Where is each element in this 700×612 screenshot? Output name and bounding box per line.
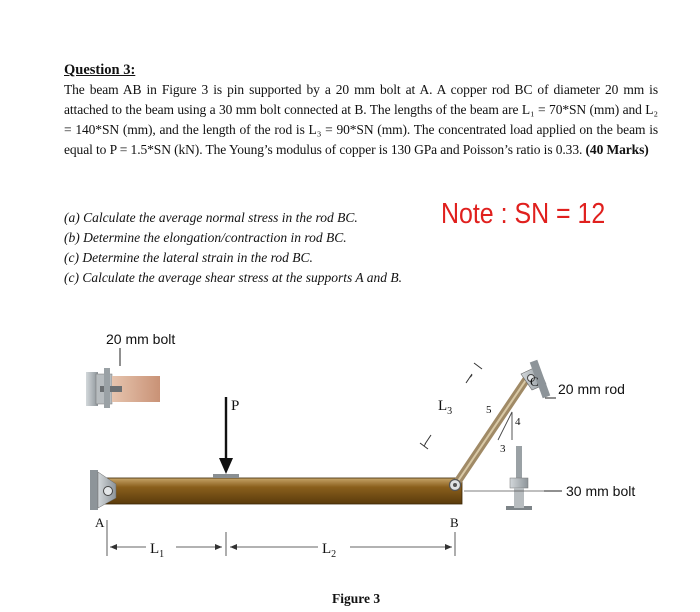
label-l3: $L_3$ [438,398,453,417]
label-l1: $L_1$ [150,541,165,560]
label-20mm-bolt: 20 mm bolt [106,331,176,347]
part-b: (b) Determine the elongation/contraction in rod BC. [64,230,347,245]
part-a: (a) Calculate the average normal stress in the rod BC. [64,210,358,225]
part-c: (c) Determine the lateral strain in the rod BC. [64,250,313,265]
sentence-material: The Young’s modulus of copper is 130 GPa and Poisson’s ratio is 0.33. [205,142,586,157]
bolt-a-detail [86,348,160,408]
dimension-l3-tick-bottom [420,443,428,449]
bolt-a-head [104,368,110,408]
sentence-load: The concentrated load applied on the beam is equal to P = 1.5*SN (kN). [64,122,658,157]
marks-label: (40 Marks) [585,142,649,157]
question-heading: Question 3: [64,62,136,78]
label-b: B [450,515,459,530]
support-a-wall [90,470,98,510]
sentence-beam: The beam AB in Figure 3 is pin supported by a 20 mm bolt at A. A copper rod BC of diameter 20 mm is attached to the beam using a 30 mm bolt connected at B. [64,82,658,117]
label-30mm-bolt: 30 mm bolt [566,483,636,499]
label-slope-4: 4 [515,416,521,428]
pin-a [104,487,113,496]
bolt-a-pin [100,386,122,392]
label-c: C [530,374,539,389]
bolt-b-detail [506,446,532,510]
note-sn: Note : SN = 12 [441,198,606,230]
figure-caption: Figure 3 [332,591,381,606]
bolt-b-nut [510,478,528,488]
load-arrow-head [219,458,233,474]
part-d: (c) Calculate the average shear stress at the supports A and B. [64,270,402,285]
label-20mm-rod: 20 mm rod [558,381,625,397]
label-a: A [95,515,105,530]
label-slope-5: 5 [486,404,492,416]
dimension-l3-tick-top [474,363,482,369]
label-p: P [231,398,240,414]
load-plate [213,474,239,478]
sentence-lengths: The lengths of the beam are L₁ = 70*SN (mm) and L₂ = 140*SN (mm), and the length of the rod is L₃ = 90*SN (mm). [64,102,658,137]
label-l2: $L_2$ [322,541,337,560]
beam-ab [102,478,462,504]
label-slope-3: 3 [500,443,506,455]
